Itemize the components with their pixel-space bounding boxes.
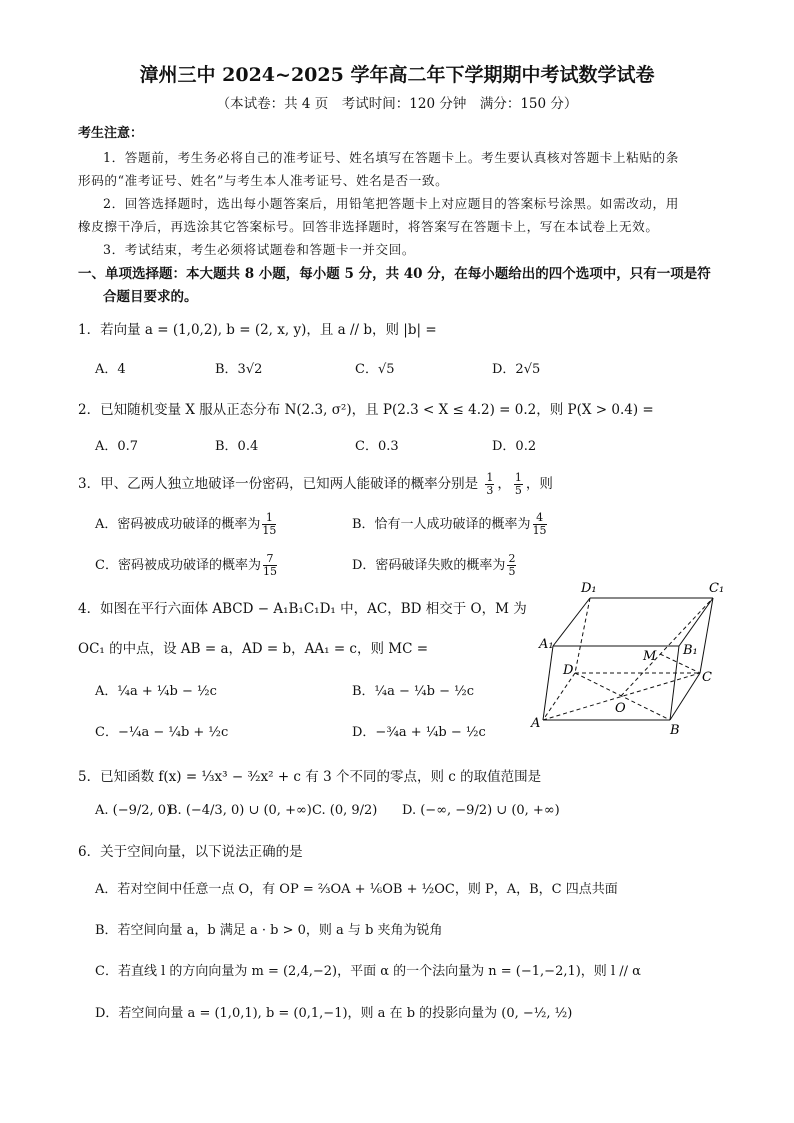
- question-4-line-2: OC₁ 的中点，设 AB = a，AD = b，AA₁ = c，则 MC =: [78, 641, 429, 657]
- q6-option-c: C．若直线 l 的方向向量为 m = (2,4,−2)，平面 α 的一个法向量为 n = (−1,−2,1)，则 l // α: [95, 964, 641, 979]
- notice-line-3: 2．回答选择题时，选出每小题答案后，用铅笔把答题卡上对应题目的答案标号涂黑。如需改动，用: [103, 196, 679, 211]
- q1-option-a: A．4: [95, 362, 126, 377]
- label-o: O: [615, 701, 626, 716]
- q1-option-c: C．√5: [355, 362, 395, 377]
- segment-oc1: [621, 598, 713, 696]
- q3-option-a: A．密码被成功破译的概率为 $\frac{1}{15}$: [95, 511, 277, 537]
- q4-option-c: C．−¼a − ¼b + ½c: [95, 725, 229, 740]
- question-2: 2．已知随机变量 X 服从正态分布 N(2.3, σ²)，且 P(2.3 < X ≤ 4.2) = 0.2，则 P(X > 0.4) =: [78, 402, 654, 418]
- q2-option-a: A．0.7: [95, 439, 139, 454]
- q6-option-d: D．若空间向量 a = (1,0,1), b = (0,1,−1)，则 a 在 b 的投影向量为 (0, −½, ½): [95, 1006, 573, 1021]
- question-1: 1．若向量 a = (1,0,2), b = (2, x, y)，且 a // b，则 |b| =: [78, 322, 437, 338]
- q4-option-b: B．¼a − ¼b − ½c: [352, 684, 475, 699]
- parallelepiped-figure: [525, 578, 740, 743]
- question-6: 6．关于空间向量，以下说法正确的是: [78, 844, 303, 860]
- edge-da: [543, 673, 575, 720]
- q3-option-b: B．恰有一人成功破译的概率为 $\frac{4}{15}$: [352, 511, 547, 537]
- page-title: 漳州三中 2024~2025 学年高二年下学期期中考试数学试卷: [139, 64, 655, 86]
- notice-line-4: 橡皮擦干净后，再选涂其它答案标号。回答非选择题时，将答案写在答题卡上，写在本试卷上无效。: [78, 219, 659, 234]
- q4-option-d: D．−¾a + ¼b − ½c: [352, 725, 486, 740]
- section-heading: 一、单项选择题：本大题共 8 小题，每小题 5 分，共 40 分，在每小题给出的四个选项中，只有一项是符: [78, 266, 711, 282]
- q5-option-d: D. (−∞, −9/2) ∪ (0, +∞): [402, 803, 560, 818]
- label-c1: C₁: [709, 581, 725, 596]
- q1-option-b: B．3√2: [215, 362, 263, 377]
- q4-option-a: A．¼a + ¼b − ½c: [95, 684, 217, 699]
- label-d: D: [563, 663, 574, 678]
- exam-info: （本试卷：共 4 页 考试时间：120 分钟 满分：150 分）: [216, 96, 578, 112]
- q3-stem-a: 3．甲、乙两人独立地破译一份密码，已知两人能破译的概率分别是: [78, 476, 479, 492]
- edge-a1a: [543, 646, 553, 720]
- q3-option-d: D．密码破译失败的概率为 $\frac{2}{5}$: [352, 552, 516, 578]
- notice-line-5: 3．考试结束，考生必须将试题卷和答题卡一并交回。: [103, 242, 416, 257]
- q6-option-a: A．若对空间中任意一点 O，有 OP = ⅔OA + ⅙OB + ½OC，则 P，A，B，C 四点共面: [95, 882, 618, 897]
- q6-option-b: B．若空间向量 a，b 满足 a · b > 0，则 a 与 b 夹角为锐角: [95, 923, 443, 938]
- q3-fraction-2: $\frac{1}{5}$: [514, 471, 522, 497]
- label-m: M: [643, 649, 657, 664]
- q2-option-b: B．0.4: [215, 439, 259, 454]
- label-d1: D₁: [581, 581, 597, 596]
- q1-option-d: D．2√5: [492, 362, 541, 377]
- q2-option-c: C．0.3: [355, 439, 399, 454]
- notice-line-2: 形码的“准考证号、姓名”与考生本人准考证号、姓名是否一致。: [78, 173, 449, 188]
- q5-option-c: C. (0, 9/2): [312, 803, 378, 818]
- edge-d1a1: [553, 598, 590, 646]
- edge-c1c: [700, 598, 713, 673]
- notice-line-1: 1．答题前，考生务必将自己的准考证号、姓名填写在答题卡上。考生要认真核对答题卡上粘贴的条: [103, 150, 679, 165]
- section-heading-cont: 合题目要求的。: [103, 289, 198, 305]
- label-b: B: [670, 723, 680, 738]
- label-c: C: [702, 670, 712, 685]
- label-b1: B₁: [683, 643, 698, 658]
- edge-c1b1: [679, 598, 713, 646]
- q5-option-b: B. (−4/3, 0) ∪ (0, +∞): [168, 803, 312, 818]
- q3-option-c: C．密码被成功破译的概率为 $\frac{7}{15}$: [95, 552, 277, 578]
- label-a: A: [531, 716, 541, 731]
- q5-option-a: A. (−9/2, 0): [95, 803, 172, 818]
- question-3: 3．甲、乙两人独立地破译一份密码，已知两人能破译的概率分别是 $\frac{1}{3}$ ， $\frac{1}{5}$ ，则: [78, 471, 553, 497]
- question-5: 5．已知函数 f(x) = ⅓x³ − ³⁄₂x² + c 有 3 个不同的零点，则 c 的取值范围是: [78, 769, 542, 785]
- notice-heading: 考生注意：: [78, 126, 144, 141]
- q3-fraction-1: $\frac{1}{3}$: [486, 471, 494, 497]
- q2-option-d: D．0.2: [492, 439, 537, 454]
- edge-d1d: [575, 598, 590, 673]
- question-4-line-1: 4．如图在平行六面体 ABCD − A₁B₁C₁D₁ 中，AC，BD 相交于 O，M 为: [78, 601, 527, 617]
- label-a1: A₁: [539, 637, 554, 652]
